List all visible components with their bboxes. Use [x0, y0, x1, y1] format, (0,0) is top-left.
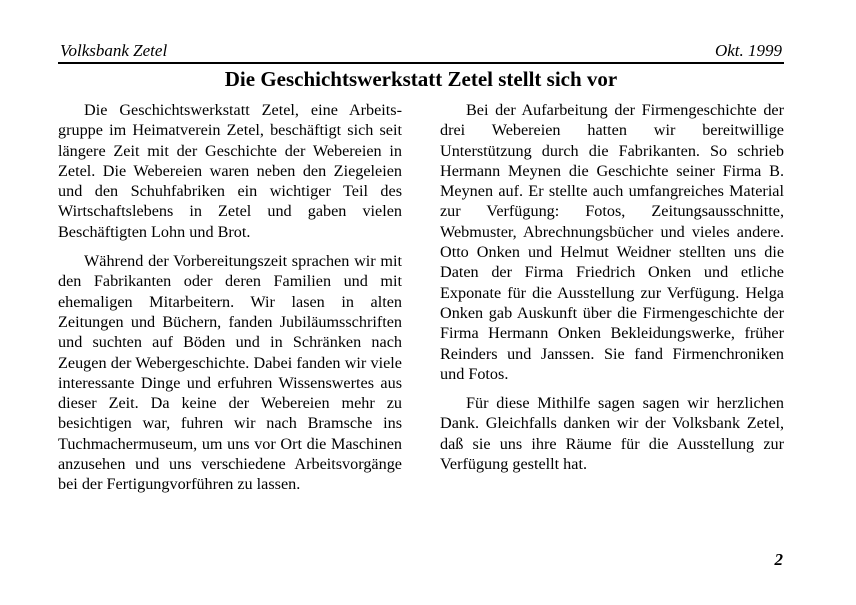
paragraph: Bei der Aufarbeitung der Firmengeschichte der drei Webereien hatten wir bereitwillige Unterstützung durch die Fabrikanten. So schrieb Hermann Meynen die Geschichte seiner Firma B. Meynen auf. Er stellte auch umfangreiches Material zur Verfügung: Fotos, Zeitungsausschnitte, Webmuster, Abrechnungsbücher und vieles andere. Otto Onken und Helmut Weidner stellten uns die Daten der Firma Friedrich Onken und etliche Exponate für die Ausstellung zur Verfügung. Helga Onken gab Auskunft über die Firmengeschichte der Firma Hermann Onken Bekleidungswerke, früher Reinders und Janssen. Sie fand Firmenchroniken und Fotos. — [440, 101, 784, 383]
right-column — [440, 100, 784, 483]
page-header — [58, 40, 784, 64]
paragraph: Für diese Mithilfe sagen sagen wir herzlichen Dank. Gleichfalls danken wir der Volksbank Zetel, daß sie uns ihre Räume für die Ausstellung zur Verfügung gestellt hat. — [440, 394, 784, 474]
page-number: 2 — [774, 550, 783, 569]
article-title: Die Geschichtswerkstatt Zetel stellt sich vor — [224, 67, 618, 91]
paragraph: Die Geschichtswerkstatt Zetel, eine Arbeitsgruppe im Heimatverein Zetel, beschäftigt sich seit längere Zeit mit der Geschichte der Webereien in Zetel. Die Webereien waren neben den Ziegeleien und den Schuhfabriken ein wichtiger Teil des Wirtschaftslebens in Zetel und gaben vielen Beschäftigten Lohn und Brot. — [58, 101, 402, 241]
paragraph: Während der Vorbereitungszeit sprachen wir mit den Fabrikanten oder deren Familien und mit ehemaligen Mitarbeitern. Wir lasen in alten Zeitungen und Büchern, fanden Jubiläumsschriften und suchten auf Böden und in Schränken nach Zeugen der Webergeschichte. Dabei fanden wir viele interessante Dinge und erfuhren Wissenswertes aus dieser Zeit. Da keine der Webereien mehr zu besichtigen war, fuhren wir nach Bramsche ins Tuchmachermuseum, um uns vor Ort die Maschinen anzusehen und uns verschiedene Arbeitsvorgänge bei der Fertigungvorführen zu lassen. — [58, 252, 402, 494]
header-date: Okt. 1999 — [714, 41, 782, 60]
header-publisher: Volksbank Zetel — [60, 41, 168, 60]
left-column — [58, 100, 402, 504]
